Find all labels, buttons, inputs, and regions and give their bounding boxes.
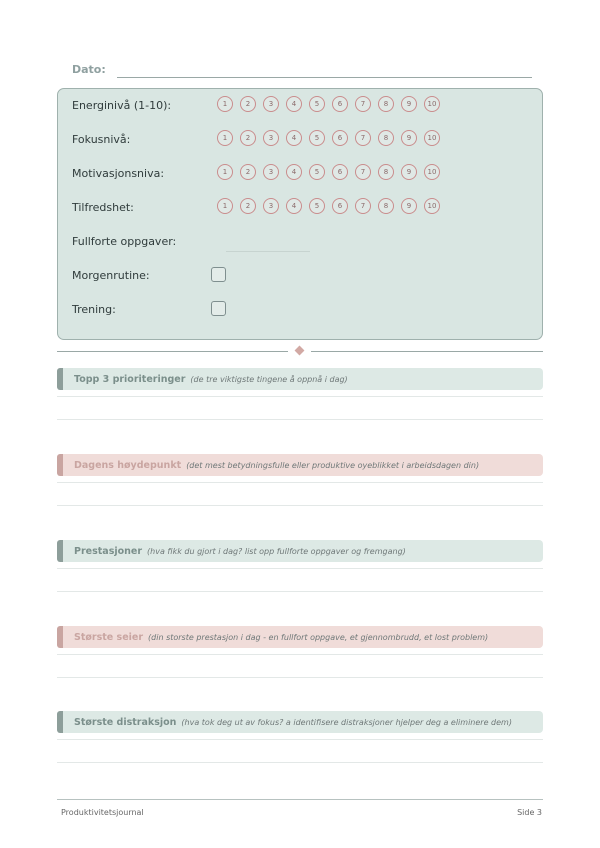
- writing-line[interactable]: [57, 677, 543, 678]
- rating-option-1[interactable]: 1: [217, 96, 233, 112]
- rating-option-3[interactable]: 3: [263, 130, 279, 146]
- section-subtitle: (hva fikk du gjort i dag? list opp fullforte oppgaver og fremgang): [147, 547, 406, 556]
- writing-line[interactable]: [57, 591, 543, 592]
- rating-option-2[interactable]: 2: [240, 96, 256, 112]
- rating-option-9[interactable]: 9: [401, 130, 417, 146]
- section-accent: [57, 454, 63, 476]
- section-title: Største distraksjon (hva tok deg ut av fokus? a identifisere distraksjoner hjelper deg a eliminere dem): [74, 717, 512, 728]
- rating-option-10[interactable]: 10: [424, 164, 440, 180]
- checkbox-label: Morgenrutine:: [72, 269, 150, 282]
- section-accent: [57, 626, 63, 648]
- divider-diamond-icon: [295, 346, 305, 356]
- date-input-line[interactable]: [117, 77, 532, 78]
- rating-option-1[interactable]: 1: [217, 164, 233, 180]
- rating-option-2[interactable]: 2: [240, 130, 256, 146]
- section-subtitle: (de tre viktigste tingene å oppnå i dag): [190, 375, 348, 384]
- training-checkbox[interactable]: [211, 301, 226, 316]
- daily-tracker-panel: [57, 88, 543, 340]
- section-accent: [57, 711, 63, 733]
- writing-line[interactable]: [57, 482, 543, 483]
- rating-option-4[interactable]: 4: [286, 130, 302, 146]
- rating-option-4[interactable]: 4: [286, 198, 302, 214]
- scale-row-label: Tilfredshet:: [72, 201, 134, 214]
- writing-line[interactable]: [57, 739, 543, 740]
- section-title: Topp 3 prioriteringer (de tre viktigste tingene å oppnå i dag): [74, 374, 348, 385]
- rating-option-7[interactable]: 7: [355, 164, 371, 180]
- checkbox-row-training: [72, 300, 272, 320]
- tasks-label: Fullforte oppgaver:: [72, 235, 177, 248]
- section-biggest-win: [57, 626, 543, 680]
- rating-option-7[interactable]: 7: [355, 198, 371, 214]
- rating-option-2[interactable]: 2: [240, 198, 256, 214]
- section-achievements: [57, 540, 543, 594]
- scale-row-label: Fokusnivå:: [72, 133, 131, 146]
- rating-option-8[interactable]: 8: [378, 96, 394, 112]
- tasks-row: [72, 232, 372, 252]
- scale-row-label: Energinivå (1-10):: [72, 99, 172, 112]
- writing-line[interactable]: [57, 396, 543, 397]
- scale-row-label: Motivasjonsniva:: [72, 167, 165, 180]
- writing-line[interactable]: [57, 568, 543, 569]
- date-label: Dato:: [72, 63, 106, 76]
- section-accent: [57, 540, 63, 562]
- footer-page-number: Side 3: [517, 808, 542, 817]
- rating-option-5[interactable]: 5: [309, 198, 325, 214]
- rating-option-5[interactable]: 5: [309, 130, 325, 146]
- rating-option-2[interactable]: 2: [240, 164, 256, 180]
- rating-option-5[interactable]: 5: [309, 96, 325, 112]
- rating-option-8[interactable]: 8: [378, 130, 394, 146]
- rating-option-6[interactable]: 6: [332, 130, 348, 146]
- rating-option-7[interactable]: 7: [355, 96, 371, 112]
- section-subtitle: (det mest betydningsfulle eller produktive oyeblikket i arbeidsdagen din): [186, 461, 480, 470]
- writing-line[interactable]: [57, 419, 543, 420]
- divider-left: [57, 351, 288, 352]
- checkbox-row-morning-routine: [72, 266, 272, 286]
- rating-option-9[interactable]: 9: [401, 164, 417, 180]
- rating-option-3[interactable]: 3: [263, 96, 279, 112]
- rating-option-6[interactable]: 6: [332, 164, 348, 180]
- rating-option-3[interactable]: 3: [263, 164, 279, 180]
- rating-option-8[interactable]: 8: [378, 198, 394, 214]
- rating-scale: [217, 96, 447, 112]
- rating-option-4[interactable]: 4: [286, 96, 302, 112]
- rating-option-3[interactable]: 3: [263, 198, 279, 214]
- date-row: [72, 63, 532, 79]
- section-title: Prestasjoner (hva fikk du gjort i dag? list opp fullforte oppgaver og fremgang): [74, 546, 406, 557]
- section-title: Dagens høydepunkt (det mest betydningsfulle eller produktive oyeblikket i arbeidsdagen din): [74, 460, 480, 471]
- rating-option-10[interactable]: 10: [424, 130, 440, 146]
- section-title: Største seier (din storste prestasjon i dag - en fullfort oppgave, et gjennombrudd, et lost problem): [74, 632, 489, 643]
- section-accent: [57, 368, 63, 390]
- rating-option-4[interactable]: 4: [286, 164, 302, 180]
- footer-title: Produktivitetsjournal: [61, 808, 144, 817]
- rating-option-10[interactable]: 10: [424, 96, 440, 112]
- footer-divider: [57, 799, 543, 800]
- rating-option-5[interactable]: 5: [309, 164, 325, 180]
- rating-option-7[interactable]: 7: [355, 130, 371, 146]
- writing-line[interactable]: [57, 654, 543, 655]
- rating-option-6[interactable]: 6: [332, 96, 348, 112]
- rating-option-8[interactable]: 8: [378, 164, 394, 180]
- section-highlight: [57, 454, 543, 508]
- rating-scale: [217, 164, 447, 180]
- rating-option-6[interactable]: 6: [332, 198, 348, 214]
- rating-option-1[interactable]: 1: [217, 198, 233, 214]
- rating-option-10[interactable]: 10: [424, 198, 440, 214]
- section-subtitle: (hva tok deg ut av fokus? a identifisere distraksjoner hjelper deg a eliminere dem): [181, 718, 512, 727]
- section-subtitle: (din storste prestasjon i dag - en fullfort oppgave, et gjennombrudd, et lost problem): [148, 633, 489, 642]
- rating-option-9[interactable]: 9: [401, 96, 417, 112]
- morning-routine-checkbox[interactable]: [211, 267, 226, 282]
- section-top-priorities: [57, 368, 543, 422]
- rating-scale: [217, 198, 447, 214]
- rating-option-1[interactable]: 1: [217, 130, 233, 146]
- checkbox-label: Trening:: [72, 303, 116, 316]
- writing-line[interactable]: [57, 505, 543, 506]
- rating-option-9[interactable]: 9: [401, 198, 417, 214]
- rating-scale: [217, 130, 447, 146]
- divider-right: [311, 351, 543, 352]
- tasks-input-line[interactable]: [226, 251, 310, 252]
- section-biggest-distraction: [57, 711, 543, 765]
- writing-line[interactable]: [57, 762, 543, 763]
